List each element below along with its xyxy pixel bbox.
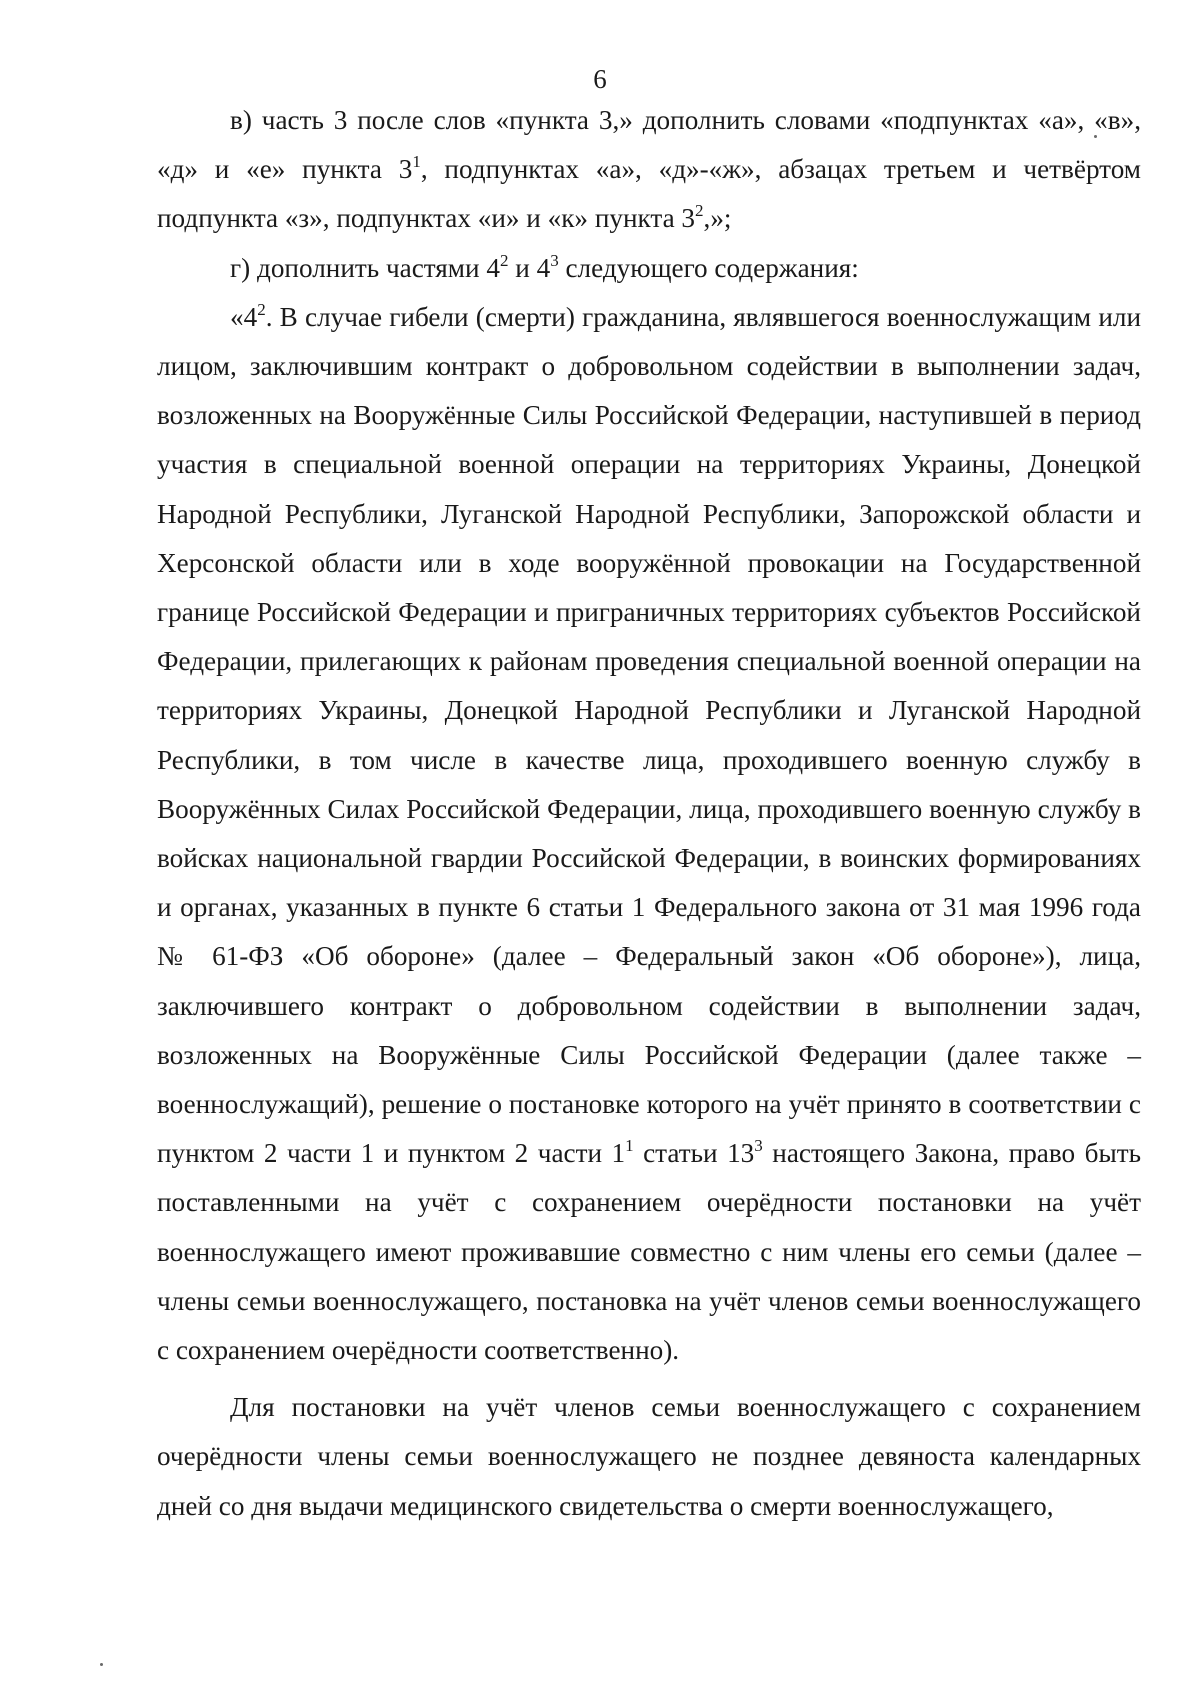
text-run: следующего содержания:	[558, 252, 859, 283]
paragraph	[157, 1383, 1141, 1531]
text-run: Для постановки на учёт членов семьи военнослужащего с сохранением очерёдности члены семьи военнослужащего не позднее девяноста календарных дней со дня выдачи медицинского свидетельства о смерти военнослужащего,	[157, 1392, 1141, 1521]
superscript: 2	[499, 250, 509, 270]
text-run: ,»;	[703, 203, 732, 234]
text-run: , подпунктах «а», «д»-«ж», абзацах третьем и четвёртом подпункта «з», подпунктах «и» и «к» пункта 3	[157, 154, 1141, 234]
superscript: 2	[695, 201, 704, 221]
document-body	[157, 96, 1141, 1531]
superscript: 3	[754, 1136, 763, 1156]
superscript: 1	[625, 1136, 634, 1156]
page-number: 6	[593, 64, 607, 94]
scan-speck	[1094, 135, 1097, 138]
text-run: настоящего Закона, право быть поставленными на учёт с сохранением очерёдности постановки на учёт военнослужащего имеют проживавшие совместно с ним члены его семьи (далее – члены семьи военнослужащего, постановка на учёт членов семьи военнослужащего с сохранением очерёдности соответственно).	[157, 1138, 1141, 1366]
text-run: в) часть 3 после слов «пункта 3,» дополнить словами «подпунктах «а», «в», «д» и «е» пункта 3	[157, 105, 1141, 185]
paragraph	[157, 96, 1141, 244]
superscript: 3	[550, 250, 559, 270]
superscript: 2	[257, 299, 266, 319]
paragraph	[157, 293, 1141, 1375]
superscript: 1	[412, 152, 421, 172]
text-run: «4	[230, 301, 258, 332]
text-run: и 4	[508, 252, 551, 283]
scan-speck	[100, 1663, 103, 1666]
text-run: г) дополнить частями 4	[230, 252, 500, 283]
text-run: . В случае гибели (смерти) гражданина, являвшегося военнослужащим или лицом, заключившим контракт о добровольном содействии в выполнении задач, возложенных на Вооружённые Силы Российской Федерации, наступившей в период участия в специальной военной операции на территориях Украины, Донецкой Народной Республики, Луганской Народной Республики, Запорожской области и Херсонской области или в ходе вооружённой провокации на Государственной границе Российской Федерации и приграничных территориях субъектов Российской Федерации, прилегающих к районам проведения специальной военной операции на территориях Украины, Донецкой Народной Республики и Луганской Народной Республики, в том числе в качестве лица, проходившего военную службу в Вооружённых Силах Российской Федерации, лица, проходившего военную службу в войсках национальной гвардии Российской Федерации, в воинских формированиях и органах, указанных в пункте 6 статьи 1 Федерального закона от 31 мая 1996 года № 61-ФЗ «Об обороне» (далее – Федеральный закон «Об обороне»), лица, заключившего контракт о добровольном содействии в выполнении задач, возложенных на Вооружённые Силы Российской Федерации (далее также – военнослужащий), решение о постановке которого на учёт принято в соответствии с пунктом 2 части 1 и пунктом 2 части 1	[157, 301, 1141, 1169]
paragraph	[157, 244, 1141, 293]
text-run: статьи 13	[633, 1138, 755, 1169]
